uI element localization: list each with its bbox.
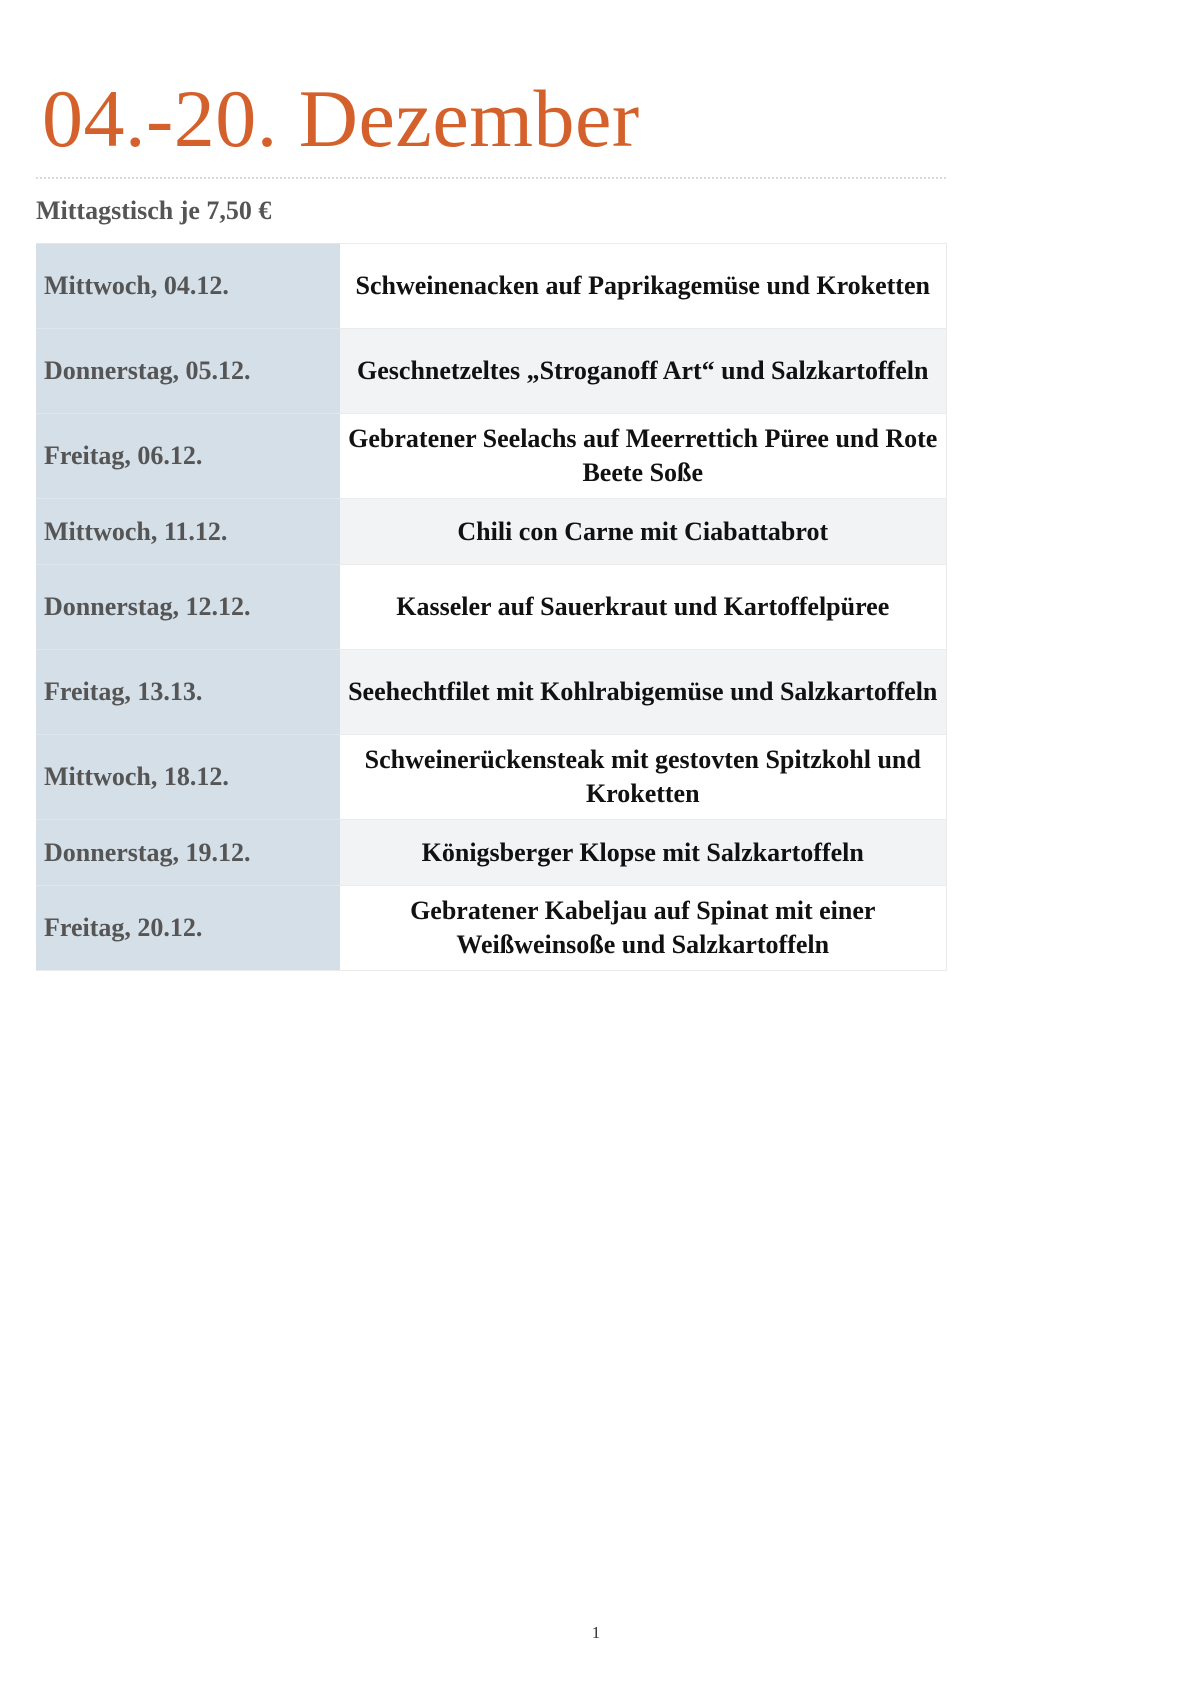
menu-day: Mittwoch, 18.12. — [36, 735, 340, 820]
menu-row — [36, 886, 946, 971]
menu-row — [36, 499, 946, 565]
menu-row — [36, 565, 946, 650]
menu-row — [36, 820, 946, 886]
menu-row — [36, 650, 946, 735]
menu-dish: Schweinerückensteak mit gestovten Spitzkohl und Kroketten — [340, 735, 946, 820]
menu-day: Freitag, 06.12. — [36, 414, 340, 499]
menu-dish: Gebratener Kabeljau auf Spinat mit einer Weißweinsoße und Salzkartoffeln — [340, 886, 946, 971]
menu-day: Donnerstag, 05.12. — [36, 329, 340, 414]
menu-dish: Kasseler auf Sauerkraut und Kartoffelpüree — [340, 565, 946, 650]
lunch-menu-table — [36, 243, 947, 971]
menu-day: Freitag, 13.13. — [36, 650, 340, 735]
menu-row — [36, 244, 946, 329]
menu-day: Freitag, 20.12. — [36, 886, 340, 971]
menu-day: Donnerstag, 19.12. — [36, 820, 340, 886]
menu-row — [36, 329, 946, 414]
menu-day: Mittwoch, 04.12. — [36, 244, 340, 329]
page-title: 04.-20. Dezember — [42, 73, 640, 164]
menu-day: Donnerstag, 12.12. — [36, 565, 340, 650]
menu-dish: Seehechtfilet mit Kohlrabigemüse und Salzkartoffeln — [340, 650, 946, 735]
menu-dish: Chili con Carne mit Ciabattabrot — [340, 499, 946, 565]
page-number: 1 — [591, 1623, 601, 1642]
price-subtitle: Mittagstisch je 7,50 € — [36, 196, 272, 225]
menu-dish: Schweinenacken auf Paprikagemüse und Kroketten — [340, 244, 946, 329]
menu-dish: Geschnetzeltes „Stroganoff Art“ und Salzkartoffeln — [340, 329, 946, 414]
menu-row — [36, 735, 946, 820]
menu-dish: Gebratener Seelachs auf Meerrettich Püree und Rote Beete Soße — [340, 414, 946, 499]
menu-row — [36, 414, 946, 499]
menu-day: Mittwoch, 11.12. — [36, 499, 340, 565]
title-divider — [36, 177, 946, 179]
menu-dish: Königsberger Klopse mit Salzkartoffeln — [340, 820, 946, 886]
